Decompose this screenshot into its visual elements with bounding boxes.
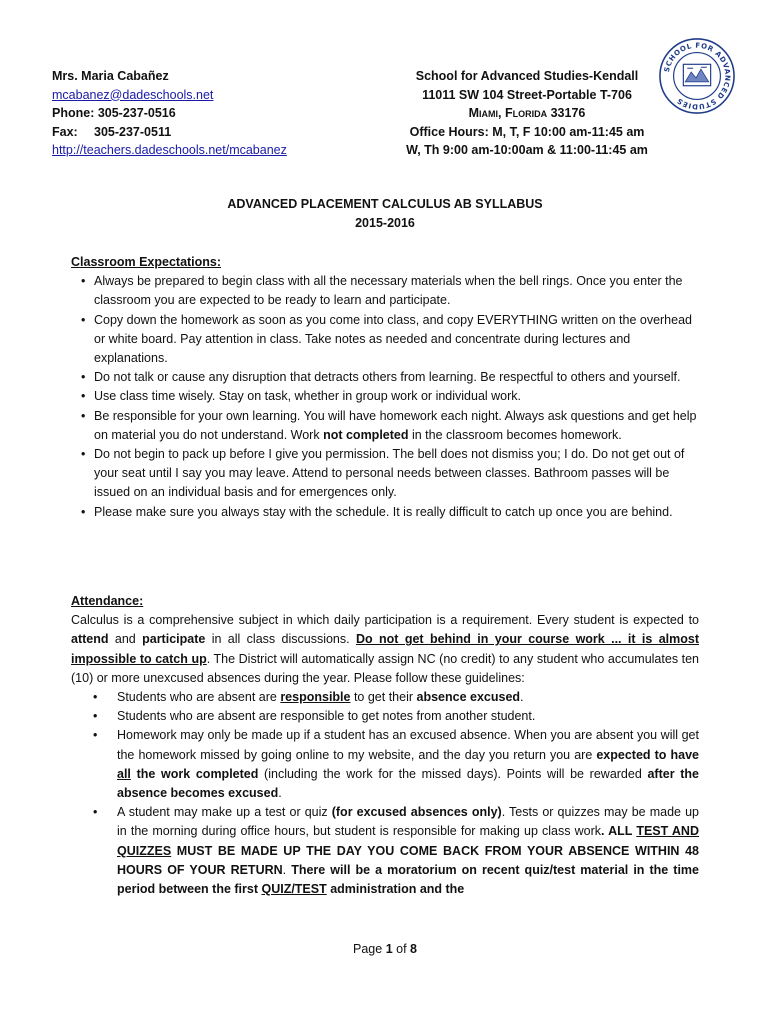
text-run-bold-underline: QUIZ/TEST	[261, 882, 327, 897]
list-item-text: Always be prepared to begin class with all the necessary materials when the bell rings. Once you enter the classroom you are expected to be ready to learn and participate.	[94, 274, 683, 308]
text-run: .	[520, 690, 524, 705]
bullet-icon: •	[81, 408, 86, 423]
text-run-bold: after the absence becomes excused	[117, 766, 699, 801]
list-item	[71, 445, 699, 503]
list-item	[71, 726, 699, 803]
bullet-icon: •	[81, 447, 86, 462]
page-footer	[0, 942, 770, 956]
text-run-bold: expected to have	[596, 747, 699, 762]
text-run: to get their	[350, 690, 417, 705]
attendance-section	[71, 592, 699, 899]
text-run-bold: (for excused absences only)	[331, 805, 502, 820]
text-run-bold-underline: responsible	[280, 690, 351, 705]
list-item-text: Copy down the homework as soon as you come into class, and copy EVERYTHING written on the overhead or white board. Pay attention in class. Take notes as needed and concentrate during lectures and explanations.	[94, 312, 692, 366]
school-seal-icon	[658, 37, 736, 115]
text-run: .	[278, 786, 282, 801]
text-run: in all class discussions.	[205, 632, 356, 647]
text-run-bold: attend	[71, 632, 109, 647]
list-item	[71, 387, 699, 406]
bullet-icon: •	[81, 370, 86, 385]
text-run-bold-underline: all	[117, 766, 131, 781]
list-item	[71, 803, 699, 899]
expectations-list	[71, 272, 699, 522]
text-run: . The District will automatically assign NC (no credit) to any student who accumulates ten (10) or more unexcused absences during the year. Please follow these guidelines:	[71, 651, 700, 685]
seal-ring-text: SCHOOL FOR ADVANCED STUDIES	[661, 40, 733, 112]
teacher-website-link[interactable]: http://teachers.dadeschools.net/mcabanez	[52, 143, 287, 158]
fax-label: Fax:	[52, 124, 78, 139]
bullet-icon: •	[81, 389, 86, 404]
expectations-heading: Classroom Expectations:	[71, 255, 222, 269]
list-item-text: Use class time wisely. Stay on task, whether in group work or individual work.	[94, 389, 522, 404]
text-run-bold: There will be a moratorium on recent quiz/test material in the time period between the first	[117, 862, 699, 897]
office-hours-2: W, Th 9:00 am-10:00am & 11:00-11:45 am	[406, 143, 648, 158]
text-run: .	[282, 862, 292, 877]
expectations-section	[71, 253, 699, 522]
school-address-block	[396, 67, 658, 160]
bullet-icon: •	[93, 690, 98, 705]
text-run-bold: MUST BE MADE UP THE DAY YOU COME BACK FROM YOUR ABSENCE WITHIN 48 HOURS OF YOUR RETURN	[117, 843, 699, 877]
list-item	[71, 272, 699, 310]
text-run-bold: administration and the	[326, 882, 465, 897]
attendance-paragraph	[71, 611, 699, 688]
text-run: and	[108, 632, 143, 647]
office-hours-1: Office Hours: M, T, F 10:00 am-11:45 am	[409, 124, 645, 139]
list-item	[71, 368, 699, 387]
text-run: A student may make up a test or quiz	[117, 805, 332, 820]
text-run-bold: . ALL	[601, 824, 637, 839]
bullet-icon: •	[81, 274, 86, 289]
teacher-contact-block	[52, 67, 287, 160]
list-item	[71, 407, 699, 445]
text-run: Students who are absent are	[117, 690, 281, 705]
teacher-phone: Phone: 305-237-0516	[52, 106, 176, 121]
fax-number: 305-237-0511	[94, 124, 172, 139]
list-item-text: Do not begin to pack up before I give you permission. The bell does not dismiss you; I do. Do not get out of your seat until I say you may leave. Attend to personal needs between classes. Bathroom passes will be issued on an individual basis and for emergences only.	[94, 447, 685, 500]
text-run-bold-underline: Do not get behind in your course work ... it is almost impossible to catch up	[71, 632, 699, 666]
school-street: 11011 SW 104 Street-Portable T-706	[422, 87, 632, 102]
bullet-icon: •	[81, 312, 86, 327]
school-name: School for Advanced Studies-Kendall	[415, 69, 639, 83]
teacher-email-link[interactable]: mcabanez@dadeschools.net	[52, 87, 214, 102]
bullet-icon: •	[93, 709, 98, 724]
list-item-emphasis: not completed	[323, 427, 409, 442]
school-city: Miami, Florida 33176	[468, 106, 586, 121]
attendance-guidelines-list	[71, 688, 699, 899]
text-run-bold: absence excused	[416, 690, 521, 705]
list-item	[71, 311, 699, 369]
text-run: Homework may only be made up if a student has an excused absence. When you are absent you will get the homework missed by going online to my website, and the day you return you are	[117, 728, 699, 762]
title-line-1: ADVANCED PLACEMENT CALCULUS AB SYLLABUS	[227, 197, 543, 211]
page-number: 1	[385, 942, 393, 956]
bullet-icon: •	[93, 728, 98, 743]
bullet-icon: •	[93, 805, 98, 820]
syllabus-title	[0, 195, 770, 233]
list-item	[71, 503, 699, 522]
page-total: 8	[410, 942, 417, 956]
list-item-text: Please make sure you always stay with the schedule. It is really difficult to catch up once you are behind.	[94, 504, 673, 519]
text-run-bold: the work completed	[130, 766, 259, 781]
page-label: Page	[353, 942, 386, 956]
list-item-text: Be responsible for your own learning. You will have homework each night. Always ask questions and get help on material you do not understand. Work	[94, 408, 697, 442]
text-run-bold: participate	[142, 632, 206, 647]
page-of: of	[392, 942, 411, 956]
text-run: Calculus is a comprehensive subject in which daily participation is a requirement. Every student is expected to	[71, 613, 699, 628]
list-item	[71, 688, 699, 707]
text-run: Students who are absent are responsible to get notes from another student.	[117, 709, 536, 724]
text-run: . Tests or quizzes may be made up in the morning during office hours, but student is responsible for making up class work	[117, 805, 699, 839]
list-item	[71, 707, 699, 726]
attendance-heading: Attendance:	[71, 594, 144, 608]
bullet-icon: •	[81, 504, 86, 519]
title-year: 2015-2016	[355, 216, 415, 230]
teacher-name: Mrs. Maria Cabañez	[52, 69, 169, 83]
list-item-text: Do not talk or cause any disruption that detracts others from learning. Be respectful to others and yourself.	[94, 370, 681, 385]
teacher-fax	[52, 123, 287, 142]
list-item-text: in the classroom becomes homework.	[408, 427, 622, 442]
text-run-bold-underline: TEST AND QUIZZES	[117, 824, 699, 858]
text-run: (including the work for the missed days). Points will be rewarded	[258, 766, 648, 781]
